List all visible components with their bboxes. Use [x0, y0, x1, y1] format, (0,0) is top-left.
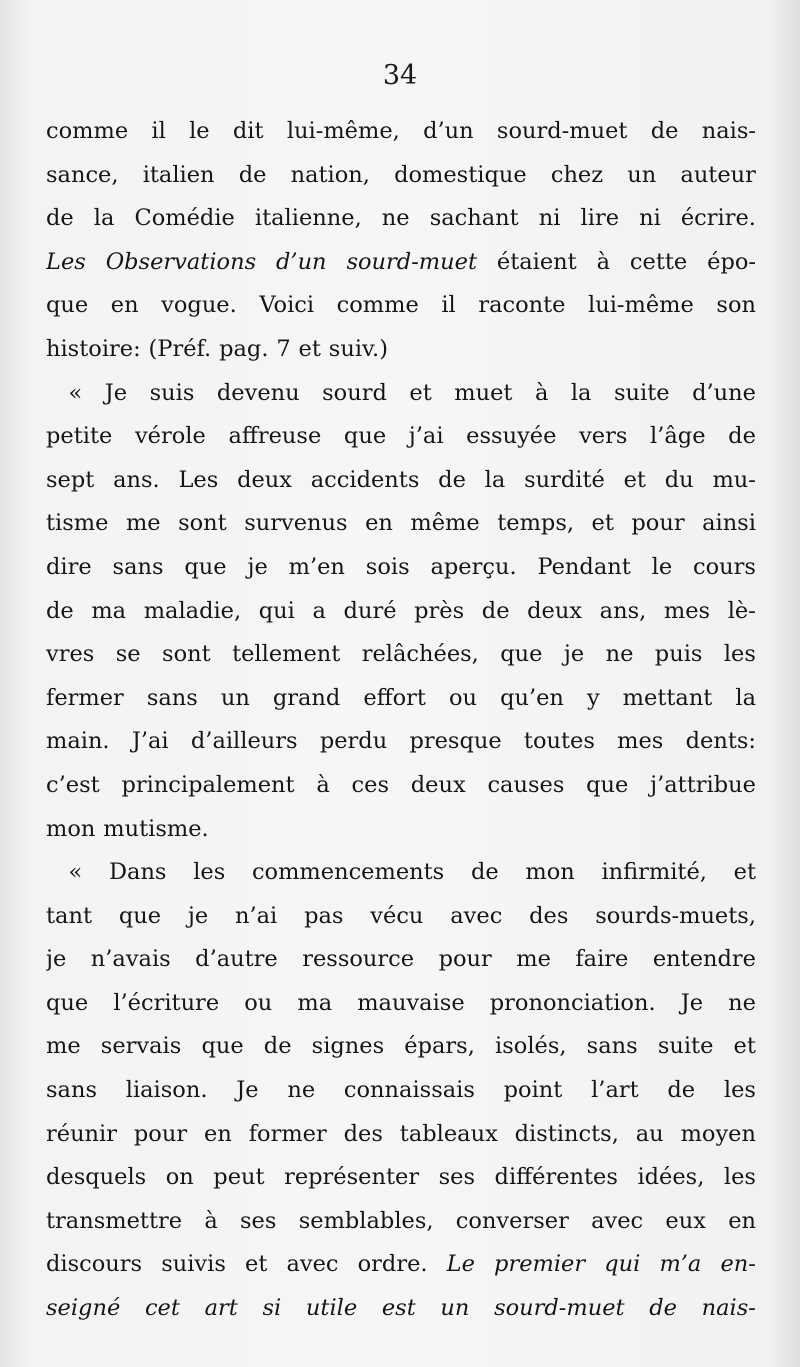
word: semblables, [298, 1207, 434, 1234]
word: pour [631, 510, 685, 537]
word: et [298, 335, 321, 362]
word: que [343, 423, 387, 450]
word: liaison. [125, 1077, 208, 1104]
word: raconte [478, 292, 566, 319]
word: je [46, 946, 67, 973]
word: survenus [244, 510, 348, 537]
word: d’un [423, 118, 474, 144]
word: mon [46, 815, 96, 842]
word: ans, [599, 597, 647, 624]
word: suite [613, 379, 670, 406]
word: que [184, 553, 227, 580]
word: Comédie [134, 205, 235, 232]
word: me [125, 510, 161, 537]
word: les [723, 1164, 756, 1191]
word: que [46, 989, 89, 1016]
word: (Préf. [148, 335, 212, 362]
word: m’en [288, 553, 345, 580]
word: « [68, 379, 83, 406]
word: réunir [46, 1120, 118, 1147]
word: Les [178, 466, 219, 493]
text-line [46, 415, 756, 459]
text-line [46, 895, 756, 939]
text-line [46, 1025, 756, 1069]
text-line [46, 938, 756, 982]
word: en [110, 292, 139, 319]
word: vogue. [161, 292, 237, 319]
word: de [667, 1077, 696, 1104]
word: il [151, 118, 166, 144]
word: à [316, 771, 330, 798]
word: muet [454, 379, 513, 406]
word: dents: [685, 728, 756, 755]
word: cet [144, 1295, 180, 1322]
word: avec [286, 1251, 339, 1278]
word: que [586, 771, 629, 798]
word: grand [272, 684, 341, 711]
word: il [441, 292, 456, 319]
word: que [118, 902, 162, 929]
word: tableaux [399, 1120, 498, 1147]
word: d’un [276, 248, 327, 275]
word: vécu [370, 902, 424, 929]
word: cours [693, 553, 756, 580]
word: transmettre [46, 1207, 183, 1234]
word: qu’en [500, 684, 564, 711]
word: si [262, 1295, 282, 1322]
word: et [245, 1251, 268, 1278]
word: seigné [46, 1295, 121, 1322]
word: sont [178, 510, 227, 537]
word: vres [46, 641, 95, 668]
word: de [470, 859, 499, 886]
word: lui-même [588, 292, 694, 319]
word: Pendant [537, 553, 631, 580]
word: de [728, 423, 756, 450]
word: sept [46, 466, 95, 493]
word: me [516, 946, 551, 973]
word: devenu [216, 379, 300, 406]
word: le [189, 118, 210, 144]
word: un [220, 684, 250, 711]
word: de [46, 597, 74, 624]
word: qui [258, 597, 295, 624]
text-line [46, 110, 756, 154]
word: eux [665, 1207, 706, 1234]
word: d’autre [195, 946, 278, 973]
word: de [649, 1295, 677, 1322]
word: ni [538, 205, 561, 232]
word: lui-même, [286, 118, 400, 144]
word: main. [46, 728, 110, 755]
word: se [115, 641, 141, 668]
word: en [204, 1120, 232, 1147]
word: ma [297, 989, 333, 1016]
word: Je [104, 379, 128, 406]
word: n’avais [90, 946, 171, 973]
word: j’attribue [650, 771, 756, 798]
word: d’ailleurs [190, 728, 298, 755]
word: Je [236, 1077, 259, 1104]
word: de [238, 161, 267, 188]
word: faire [575, 946, 629, 973]
word: isolés, [495, 1033, 567, 1060]
word: sourd-muet [346, 248, 477, 275]
text-line [46, 1113, 756, 1157]
word: peut [213, 1164, 265, 1191]
word: sans [112, 553, 164, 580]
word: que [201, 1033, 244, 1060]
word: suis [149, 379, 195, 406]
word: c’est [46, 771, 100, 798]
text-line [46, 1156, 756, 1200]
word: converser [455, 1207, 569, 1234]
word: comme [46, 118, 129, 144]
text-line [46, 633, 756, 677]
text-line [46, 720, 756, 764]
word: ces [351, 771, 390, 798]
word: Les [46, 248, 86, 275]
word: m’a [659, 1251, 702, 1278]
word: deux [410, 771, 466, 798]
word: ni [639, 205, 661, 232]
word: que [46, 292, 89, 319]
word: la [93, 205, 115, 232]
word: point [503, 1077, 563, 1104]
word: causes [487, 771, 565, 798]
word: écrire. [680, 205, 756, 232]
word: aperçu. [430, 553, 517, 580]
word: lè- [727, 597, 756, 624]
word: sans [46, 1077, 97, 1104]
word: connaissais [343, 1077, 475, 1104]
word: de [650, 118, 679, 144]
text-line [46, 1243, 756, 1287]
word: idées, [637, 1164, 705, 1191]
text-line [46, 459, 756, 503]
word: représenter [284, 1164, 420, 1191]
word: avec [450, 902, 503, 929]
word: moyen [680, 1120, 756, 1147]
word: différentes [494, 1164, 618, 1191]
word: petite [46, 423, 113, 450]
word: sois [365, 553, 410, 580]
word: l’âge [650, 423, 706, 450]
word: de [438, 466, 466, 493]
word: affreuse [228, 423, 322, 450]
text-line [46, 808, 756, 852]
word: des [343, 1120, 383, 1147]
word: mu- [712, 466, 756, 493]
word: dit [232, 118, 264, 144]
word: italien [142, 161, 215, 188]
word: prononciation. [489, 989, 656, 1016]
word: et [409, 379, 432, 406]
word: les [723, 1077, 756, 1104]
text-line [46, 328, 756, 372]
word: effort [363, 684, 426, 711]
word: n’ai [235, 902, 278, 929]
word: ne [381, 205, 410, 232]
word: on [165, 1164, 194, 1191]
word: nation, [290, 161, 370, 188]
word: je [247, 553, 268, 580]
word: de [263, 1033, 292, 1060]
word: essuyée [466, 423, 557, 450]
text-line [46, 241, 756, 285]
word: ne [605, 641, 634, 668]
word: fermer [46, 684, 124, 711]
word: entendre [652, 946, 756, 973]
word: les [723, 641, 756, 668]
word: et [623, 466, 646, 493]
text-line [46, 764, 756, 808]
word: Observations [105, 248, 257, 275]
word: près [414, 597, 465, 624]
word: les [193, 859, 226, 886]
word: que [500, 641, 543, 668]
word: à [596, 248, 611, 275]
word: ainsi [702, 510, 756, 537]
text-line [46, 546, 756, 590]
word: domestique [394, 161, 527, 188]
word: dire [46, 553, 92, 580]
word: desquels [46, 1164, 147, 1191]
word: commencements [251, 859, 445, 886]
word: sourd-muet [496, 118, 628, 144]
text-line [46, 982, 756, 1026]
word: pour [438, 946, 492, 973]
word: servais [100, 1033, 182, 1060]
word: ne [728, 989, 756, 1016]
word: ou [449, 684, 478, 711]
word: est [381, 1295, 416, 1322]
word: maladie, [143, 597, 242, 624]
word: un [627, 161, 657, 188]
word: d’une [692, 379, 756, 406]
text-line [46, 677, 756, 721]
word: épars, [404, 1033, 475, 1060]
word: je [187, 902, 209, 929]
word: lire [580, 205, 620, 232]
word: relâchées, [361, 641, 479, 668]
text-line [46, 502, 756, 546]
word: la [484, 466, 506, 493]
word: ses [438, 1164, 476, 1191]
word: ne [287, 1077, 316, 1104]
word: discours [46, 1251, 143, 1278]
word: ou [244, 989, 273, 1016]
word: ressource [302, 946, 415, 973]
word: puis [654, 641, 703, 668]
word: l’écriture [113, 989, 220, 1016]
word: au [635, 1120, 664, 1147]
text-line [46, 372, 756, 416]
word: 7 [276, 335, 291, 362]
word: sont [162, 641, 211, 668]
word: duré [343, 597, 397, 624]
text-line [46, 1287, 756, 1331]
word: me [46, 1033, 81, 1060]
word: pas [304, 902, 344, 929]
word: le [651, 553, 673, 580]
word: surdité [524, 466, 605, 493]
word: temps, [497, 510, 575, 537]
word: épo- [707, 248, 756, 275]
text-line [46, 197, 756, 241]
word: j’ai [408, 423, 444, 450]
word: l’art [591, 1077, 639, 1104]
word: comme [336, 292, 419, 319]
word: J’ai [131, 728, 169, 755]
word: suite [657, 1033, 714, 1060]
word: et [591, 510, 614, 537]
word: suiv.) [328, 335, 388, 362]
word: mutisme. [103, 815, 209, 842]
word: avec [591, 1207, 644, 1234]
word: et [733, 1033, 756, 1060]
word: suivis [161, 1251, 226, 1278]
word: du [664, 466, 694, 493]
word: vérole [134, 423, 206, 450]
word: cette [629, 248, 688, 275]
word: ans. [113, 466, 160, 493]
page-number: 34 [382, 60, 418, 91]
word: accidents [310, 466, 420, 493]
word: deux [237, 466, 292, 493]
word: « [68, 859, 83, 886]
word: sachant [429, 205, 519, 232]
text-line [46, 1069, 756, 1113]
word: je [563, 641, 585, 668]
word: Je [680, 989, 704, 1016]
text-line [46, 154, 756, 198]
word: à [534, 379, 549, 406]
word: mettant [622, 684, 713, 711]
text-line [46, 284, 756, 328]
text-line [46, 1200, 756, 1244]
word: sans [586, 1033, 638, 1060]
word: ses [240, 1207, 277, 1234]
word: en [728, 1207, 756, 1234]
word: mauvaise [357, 989, 465, 1016]
word: signes [311, 1033, 385, 1060]
word: en- [720, 1251, 756, 1278]
word: a [312, 597, 326, 624]
word: chez [550, 161, 604, 188]
word: nais- [701, 118, 756, 144]
word: des [529, 902, 569, 929]
word: la [570, 379, 592, 406]
word: sans [146, 684, 198, 711]
word: tellement [232, 641, 341, 668]
word: italienne, [254, 205, 362, 232]
word: principalement [121, 771, 295, 798]
word: même [410, 510, 480, 537]
word: pag. [219, 335, 269, 362]
word: de [46, 205, 74, 232]
word: sourd [322, 379, 387, 406]
word: tisme [46, 510, 109, 537]
word: étaient [496, 248, 577, 275]
word: sourd-muet [494, 1295, 625, 1322]
word: deux [527, 597, 583, 624]
word: en [365, 510, 393, 537]
word: tant [46, 902, 92, 929]
word: son [716, 292, 756, 319]
word: y [586, 684, 600, 711]
word: la [735, 684, 756, 711]
word: art [204, 1295, 238, 1322]
word: nais- [701, 1295, 756, 1322]
word: ma [91, 597, 127, 624]
text-line [46, 851, 756, 895]
text-line [46, 590, 756, 634]
word: à [204, 1207, 218, 1234]
word: presque [409, 728, 502, 755]
word: distincts, [514, 1120, 619, 1147]
word: un [440, 1295, 470, 1322]
word: mes [617, 728, 664, 755]
word: de [481, 597, 510, 624]
word: vers [579, 423, 628, 450]
word: sance, [46, 161, 119, 188]
word: ordre. [357, 1251, 428, 1278]
word: auteur [680, 161, 756, 188]
word: mes [663, 597, 711, 624]
word: qui [604, 1251, 641, 1278]
word: mon [525, 859, 575, 886]
word: utile [305, 1295, 358, 1322]
word: pour [133, 1120, 188, 1147]
word: perdu [319, 728, 388, 755]
body-text [46, 110, 756, 1331]
word: et [733, 859, 756, 886]
word: Dans [108, 859, 167, 886]
word: premier [494, 1251, 586, 1278]
word: Voici [259, 292, 315, 319]
word: toutes [523, 728, 595, 755]
word: infirmité, [601, 859, 707, 886]
word: sourds-muets, [595, 902, 756, 929]
word: Le [446, 1251, 475, 1278]
word: histoire: [46, 335, 141, 362]
word: former [248, 1120, 327, 1147]
